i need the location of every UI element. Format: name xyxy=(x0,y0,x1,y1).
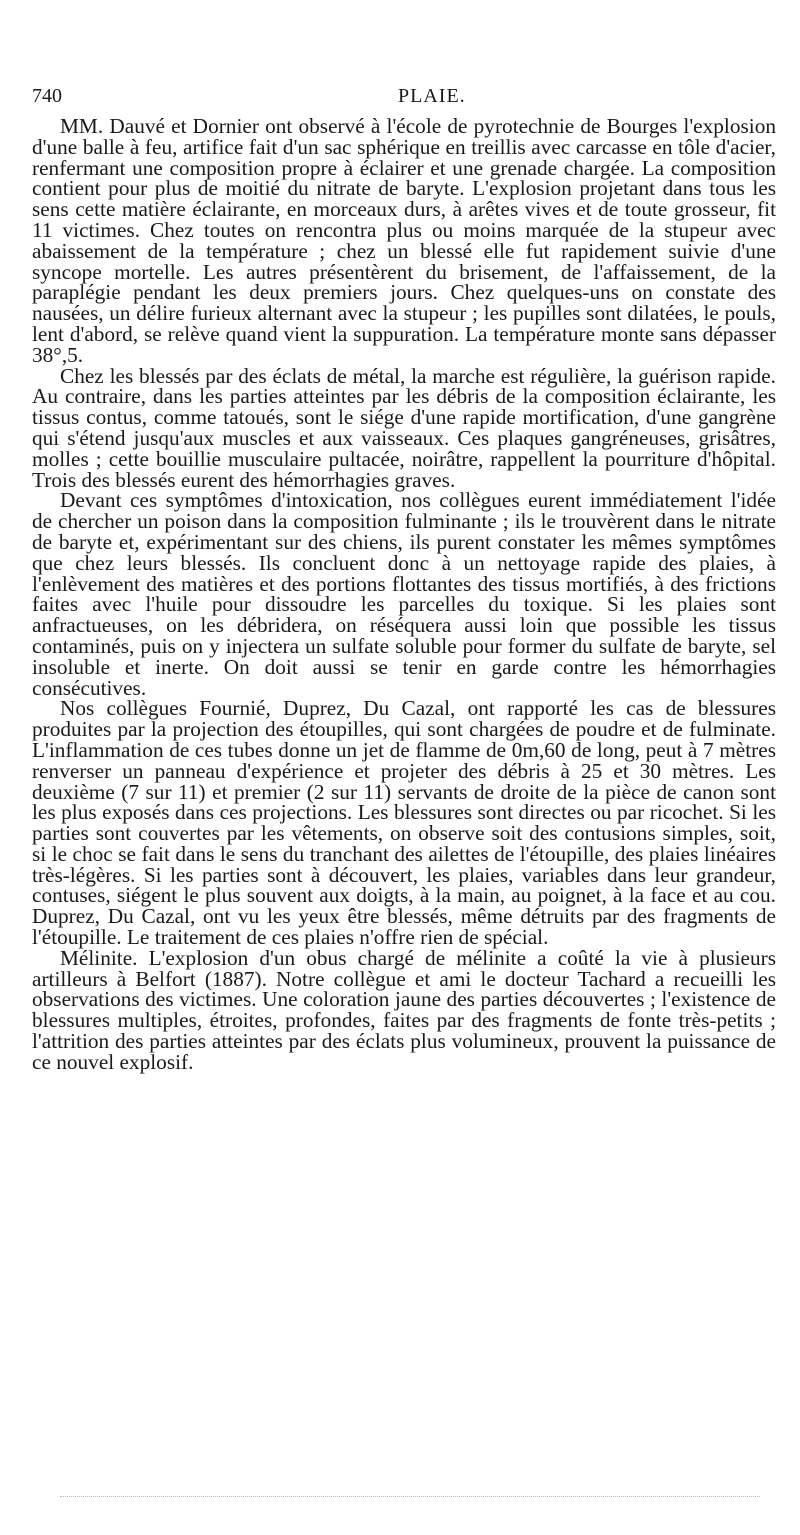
paragraph-intoxication: Devant ces symptômes d'intoxication, nos collègues eurent immédiatement l'idée de chercher un poison dans la composition fulminante ; ils le trouvèrent dans le nitrate de baryte et, expérimentant sur des chiens, ils purent constater les mêmes symptômes que chez leurs blessés. Ils concluent donc à un nettoyage rapide des plaies, à l'enlèvement des matières et des portions flottantes des tissus mortifiés, à des frictions faites avec l'huile pour dissoudre les parcelles du toxique. Si les plaies sont anfractueuses, on les débridera, on réséquera aussi loin que possible les tissus contaminés, puis on y injectera un sulfate soluble pour former du sulfate de baryte, sel insoluble et inerte. On doit aussi se tenir en garde contre les hémorrhagies consécutives. xyxy=(32,488,776,700)
paragraph-balle-a-feu: MM. Dauvé et Dornier ont observé à l'école de pyrotechnie de Bourges l'explosion d'une balle à feu, artifice fait d'un sac sphérique en treillis avec carcasse en tôle d'acier, renfermant une composition propre à éclairer et une grenade chargée. La composition contient pour plus de moitié du nitrate de baryte. L'explosion projetant dans tous les sens cette matière éclairante, en morceaux durs, à arêtes vives et de toute grosseur, fit 11 victimes. Chez toutes on rencontra plus ou moins marquée de la stupeur avec abaissement de la température ; chez un blessé elle fut rapidement suivie d'une syncope mortelle. Les autres présentèrent du brisement, de l'affaissement, de la paraplégie pendant les deux premiers jours. Chez quelques-uns on constate des nausées, un délire furieux alternant avec la stupeur ; les pupilles sont dilatées, le pouls, lent d'abord, se relève quand vient la suppuration. La température monte sans dépasser 38°,5. xyxy=(32,114,776,367)
running-head: PLAIE. xyxy=(398,85,466,107)
page-header xyxy=(32,80,776,112)
body-text xyxy=(32,116,776,1073)
page-number: 740 xyxy=(32,85,62,107)
paragraph-etoupilles: Nos collègues Fournié, Duprez, Du Cazal, ont rapporté les cas de blessures produites par la projection des étoupilles, qui sont chargées de poudre et de fulminate. L'inflammation de ces tubes donne un jet de flamme de 0m,60 de long, peut à 7 mètres renverser un panneau d'expérience et projeter des débris à 25 et 30 mètres. Les deuxième (7 sur 11) et premier (2 sur 11) servants de droite de la pièce de canon sont les plus exposés dans ces projections. Les blessures sont directes ou par ricochet. Si les parties sont couvertes par les vêtements, on observe soit des contusions simples, soit, si le choc se fait dans le sens du tranchant des ailettes de l'étoupille, des plaies linéaires très-légères. Si les parties sont à découvert, les plaies, variables dans leur grandeur, contuses, siégent le plus souvent aux doigts, à la main, au poignet, à la face et au cou. Duprez, Du Cazal, ont vu les yeux être blessés, même détruits par des fragments de l'étoupille. Le traitement de ces plaies n'offre rien de spécial. xyxy=(32,696,776,950)
bottom-dotted-line xyxy=(60,1496,760,1497)
paragraph-eclats-metal: Chez les blessés par des éclats de métal, la marche est régulière, la guérison rapide. Au contraire, dans les parties atteintes par les débris de la composition éclairante, les tissus contus, comme tatoués, sont le siége d'une rapide mortification, d'une gangrène qui s'étend jusqu'aux muscles et aux vaisseaux. Ces plaques gangréneuses, grisâtres, molles ; cette bouillie musculaire pultacée, noirâtre, rappellent la pourriture d'hôpital. Trois des blessés eurent des hémorrhagies graves. xyxy=(32,363,776,492)
paragraph-melinite: Mélinite. L'explosion d'un obus chargé de mélinite a coûté la vie à plusieurs artilleurs à Belfort (1887). Notre collègue et ami le docteur Tachard a recueilli les observations des victimes. Une coloration jaune des parties découvertes ; l'existence de blessures multiples, étroites, profondes, faites par des fragments de fonte très-petits ; l'attrition des parties atteintes par des éclats plus volumineux, prouvent la puissance de ce nouvel explosif. xyxy=(32,945,776,1074)
